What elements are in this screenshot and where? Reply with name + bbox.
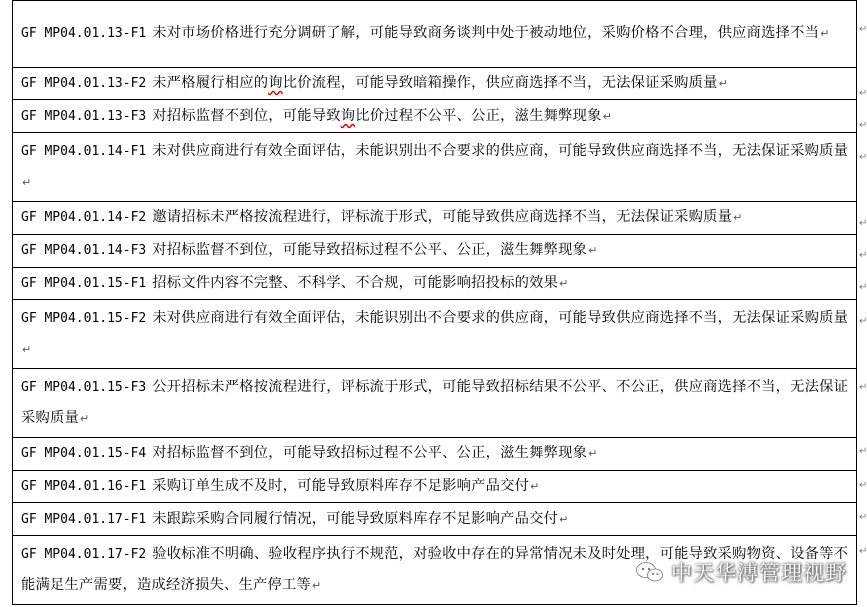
risk-text: 未对供应商进行有效全面评估，未能识别出不合要求的供应商，可能导致供应商选择不当，无法保证采购质量: [152, 310, 849, 327]
end-of-row-mark-icon: ↵: [859, 24, 867, 35]
risk-text: 邀请招标未严格按流程进行，评标流于形式，可能导致供应商选择不当，无法保证采购质量: [152, 209, 733, 226]
risk-text: 比价过程不公平、公正，滋生舞弊现象: [355, 107, 602, 124]
risk-text: 未对供应商进行有效全面评估，未能识别出不合要求的供应商，可能导致供应商选择不当，无法保证采购质量: [152, 143, 849, 160]
risk-code: GF MP04.01.17-F2: [21, 547, 147, 563]
table-row: [13, 67, 857, 100]
paragraph-mark-icon: ↵: [530, 480, 540, 494]
paragraph-mark-icon: ↵: [22, 176, 32, 190]
table-row: [13, 503, 857, 536]
risk-text: 未跟踪采购合同履行情况，可能导致原料库存不足影响产品交付: [152, 510, 559, 527]
table-row: [13, 437, 857, 470]
paragraph-mark-icon: ↵: [820, 27, 830, 41]
table-row: [13, 133, 857, 202]
risk-code: GF MP04.01.14-F2: [21, 210, 147, 226]
table-cell: [13, 234, 857, 267]
paragraph-mark-icon: ↵: [559, 512, 569, 526]
risk-code: GF MP04.01.14-F3: [21, 243, 147, 259]
watermark: [635, 555, 847, 589]
end-of-row-mark-icon: ↵: [859, 282, 867, 293]
watermark-text: 中天华溥管理视野: [671, 561, 847, 585]
risk-text: 验收标准不明确、验收程序执行不规范，对验收中存在的异常情况未及时处理，可能导致采购物资、设备等不能满足生产需要，造成经济损失、生产停工等: [21, 546, 849, 594]
table-row: [13, 201, 857, 234]
risk-text: 对招标监督不到位，可能导致: [152, 107, 341, 124]
risk-code: GF MP04.01.14-F1: [21, 144, 147, 160]
end-of-row-mark-icon: ↵: [859, 446, 867, 457]
paragraph-mark-icon: ↵: [733, 211, 743, 225]
table-cell: [13, 503, 857, 536]
end-of-row-mark-icon: ↵: [859, 88, 867, 99]
table-row: [13, 300, 857, 369]
paragraph-mark-icon: ↵: [588, 447, 598, 461]
paragraph-mark-icon: ↵: [80, 411, 90, 425]
table-cell: [13, 437, 857, 470]
table-row: [13, 267, 857, 300]
risk-code: GF MP04.01.13-F2: [21, 76, 147, 92]
table-cell: [13, 300, 857, 369]
risk-code: GF MP04.01.15-F4: [21, 446, 147, 462]
table-cell: [13, 1, 857, 68]
table-row: [13, 100, 857, 133]
risk-text: 采购订单生成不及时，可能导致原料库存不足影响产品交付: [152, 478, 530, 495]
paragraph-mark-icon: ↵: [588, 244, 598, 258]
table-row: [13, 369, 857, 438]
paragraph-mark-icon: ↵: [602, 109, 613, 123]
table-cell: [13, 133, 857, 202]
risk-code: GF MP04.01.15-F1: [21, 276, 147, 291]
risk-text: 招标文件内容不完整、不科学、不合规，可能影响招投标的效果: [152, 275, 559, 291]
end-of-row-mark-icon: ↵: [859, 480, 867, 491]
table-cell: [13, 201, 857, 234]
paragraph-mark-icon: ↵: [22, 343, 32, 357]
risk-code: GF MP04.01.15-F2: [21, 311, 147, 327]
table-cell: [13, 369, 857, 438]
risk-text: 公开招标未严格按流程进行，评标流于形式，可能导致招标结果不公平、不公正，供应商选择不当，无法保证采购质量: [21, 378, 849, 426]
spellcheck-word: 询: [268, 75, 283, 92]
end-of-row-mark-icon: ↵: [859, 546, 867, 557]
risk-code: GF MP04.01.13-F3: [21, 108, 147, 124]
end-of-row-mark-icon: ↵: [859, 316, 867, 327]
risk-code: GF MP04.01.17-F1: [21, 511, 147, 527]
paragraph-mark-icon: ↵: [311, 579, 322, 593]
end-of-row-mark-icon: ↵: [859, 152, 867, 163]
end-of-row-mark-icon: ↵: [859, 120, 867, 131]
risk-table: [12, 0, 857, 605]
table-row: [13, 234, 857, 267]
risk-code: GF MP04.01.13-F1: [21, 26, 147, 42]
table-cell: [13, 267, 857, 300]
risk-text: 未对市场价格进行充分调研了解，可能导致商务谈判中处于被动地位，采购价格不合理，供应商选择不当: [152, 25, 820, 42]
end-of-row-mark-icon: ↵: [859, 512, 867, 523]
table-cell: [13, 470, 857, 503]
end-of-row-mark-icon: ↵: [859, 382, 867, 393]
risk-text: 对招标监督不到位，可能导致招标过程不公平、公正，滋生舞弊现象: [152, 242, 588, 259]
risk-text: 未严格履行相应的: [152, 75, 269, 92]
wechat-icon: [635, 560, 665, 584]
table-cell: [13, 100, 857, 133]
risk-code: GF MP04.01.16-F1: [21, 479, 147, 495]
risk-text: 比价流程，可能导致暗箱操作，供应商选择不当，无法保证采购质量: [282, 75, 718, 92]
spellcheck-word: 询: [340, 107, 356, 124]
paragraph-mark-icon: ↵: [559, 277, 569, 290]
risk-code: GF MP04.01.15-F3: [21, 379, 147, 395]
table-cell: [13, 67, 857, 100]
table-row: [13, 1, 857, 68]
table-row: [13, 470, 857, 503]
paragraph-mark-icon: ↵: [718, 77, 729, 91]
end-of-row-mark-icon: ↵: [859, 218, 867, 229]
risk-text: 对招标监督不到位，可能导致招标过程不公平、公正，滋生舞弊现象: [152, 445, 588, 462]
end-of-row-mark-icon: ↵: [859, 250, 867, 261]
